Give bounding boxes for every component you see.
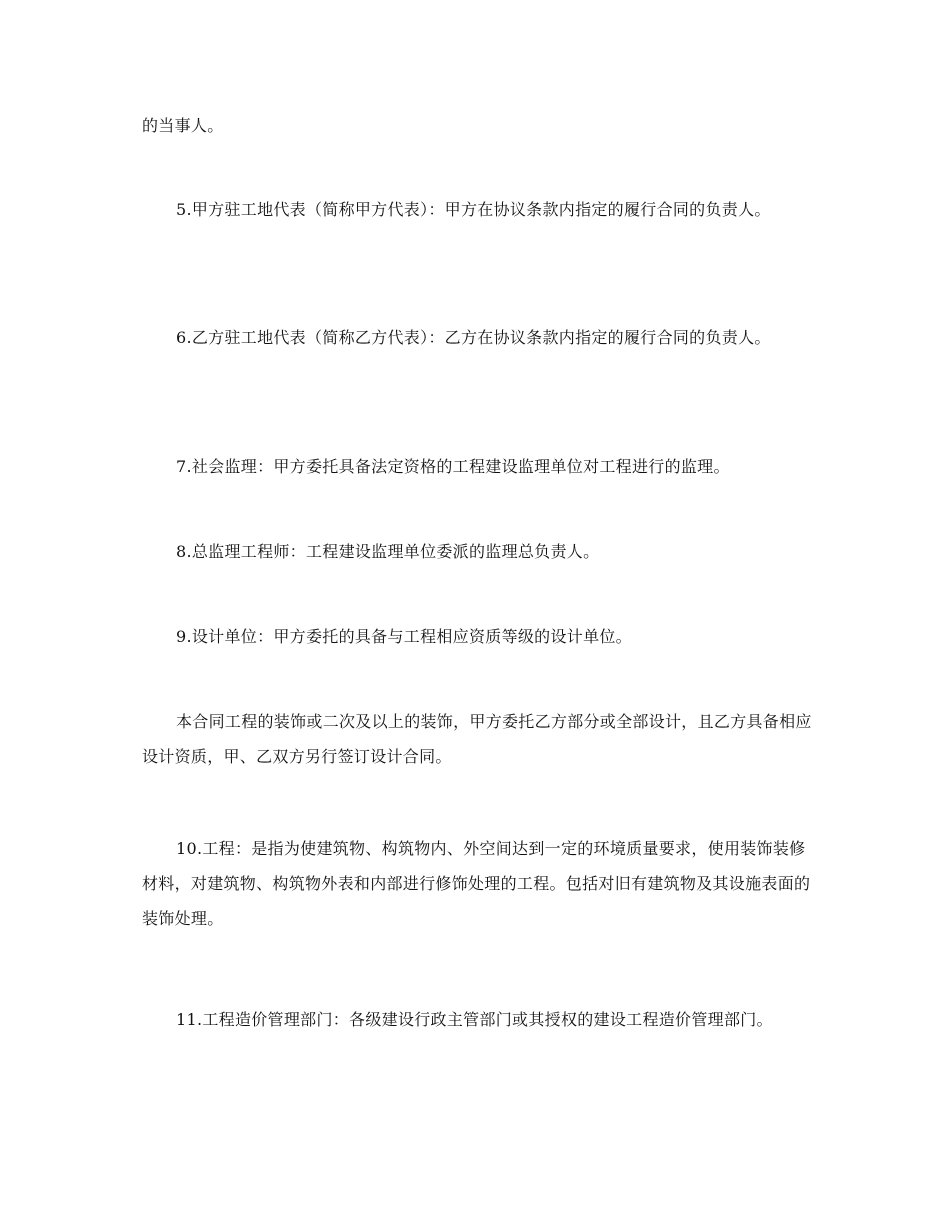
paragraph-item-6: 6.乙方驻工地代表（简称乙方代表）：乙方在协议条款内指定的履行合同的负责人。 — [176, 328, 771, 347]
paragraph-item-11: 11.工程造价管理部门：各级建设行政主管部门或其授权的建设工程造价管理部门。 — [176, 1010, 773, 1029]
paragraph-item-7: 7.社会监理：甲方委托具备法定资格的工程建设监理单位对工程进行的监理。 — [176, 457, 730, 476]
paragraph-item-10: 10.工程：是指为使建筑物、构筑物内、外空间达到一定的环境质量要求，使用装饰装修材料，对建筑物、构筑物外表和内部进行修饰处理的工程。包括对旧有建筑物及其设施表面的装饰处理。 — [142, 839, 811, 928]
paragraph-item-9: 9.设计单位：甲方委托的具备与工程相应资质等级的设计单位。 — [176, 627, 632, 646]
paragraph-design-note: 本合同工程的装饰或二次及以上的装饰，甲方委托乙方部分或全部设计，且乙方具备相应设计资质，甲、乙双方另行签订设计合同。 — [142, 712, 812, 766]
paragraph-item-5: 5.甲方驻工地代表（简称甲方代表）：甲方在协议条款内指定的履行合同的负责人。 — [176, 200, 771, 219]
paragraph-continuation: 的当事人。 — [142, 116, 224, 135]
paragraph-item-8: 8.总监理工程师：工程建设监理单位委派的监理总负责人。 — [176, 542, 600, 561]
